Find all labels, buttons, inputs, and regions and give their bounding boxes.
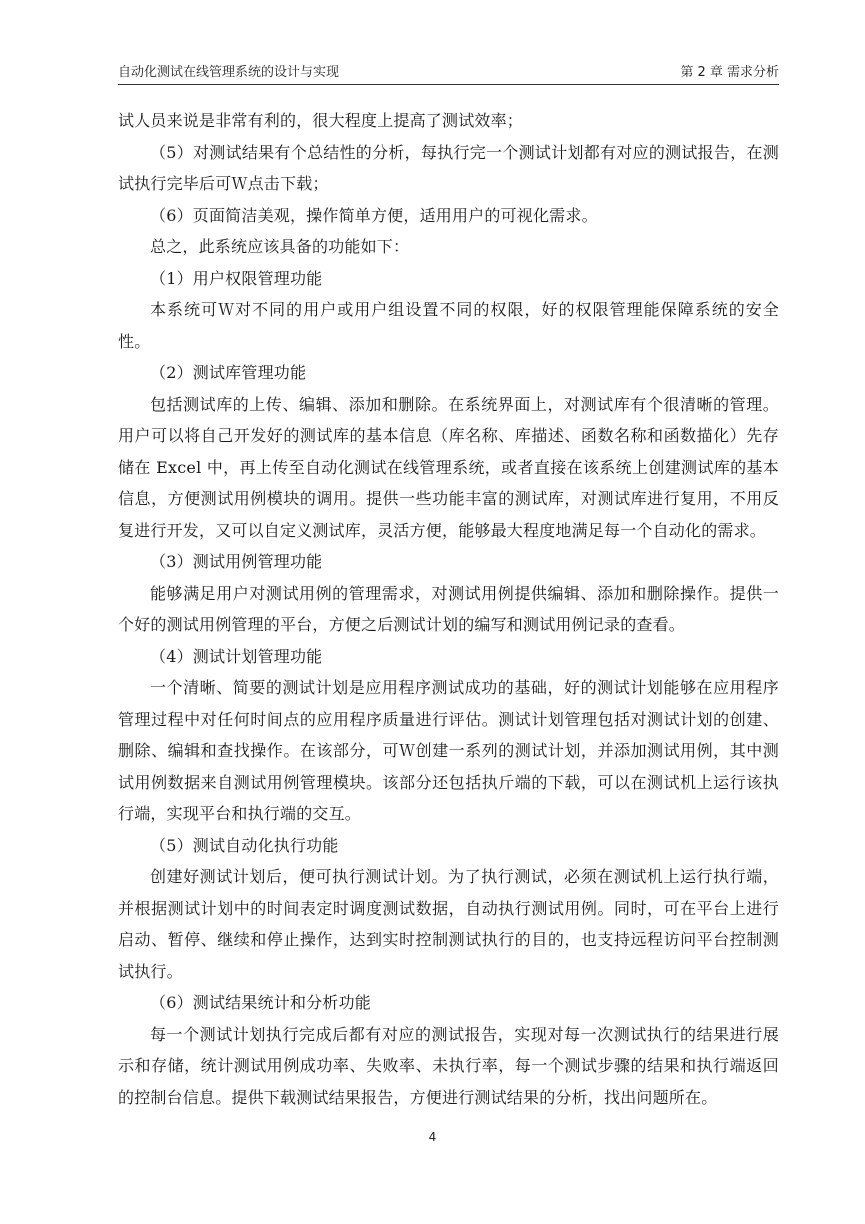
- paragraph-test-library: 包括测试库的上传、编辑、添加和删除。在系统界面上，对测试库有个很清晰的管理。用户可以将自己开发好的测试库的基本信息（库名称、库描述、函数名称和函数描化）先存储在 Excel 中，再上传至自动化测试在线管理系统，或者直接在该系统上创建测试库的基本信息，方便测试用例模块的调用。提供一些功能丰富的测试库，对测试库进行复用，不用反复进行开发，又可以自定义测试库，灵活方便，能够最大程度地满足每一个自动化的需求。: [118, 394, 779, 540]
- header-chapter-title: 第 2 章 需求分析: [680, 65, 779, 80]
- section-heading-auto-execution: （5）测试自动化执行功能: [150, 835, 339, 855]
- page-body: [118, 105, 779, 1113]
- paragraph-result-analysis: 每一个测试计划执行完成后都有对应的测试报告，实现对每一次测试执行的结果进行展示和存储，统计测试用例成功率、失败率、未执行率，每一个测试步骤的结果和执行端返回的控制台信息。提供下载测试结果报告，方便进行测试结果的分析，找出问题所在。: [118, 1024, 779, 1107]
- section-heading-result-analysis: （6）测试结果统计和分析功能: [150, 993, 371, 1012]
- paragraph-permission: 本系统可Ｗ对不同的用户或用户组设置不同的权限，好的权限管理能保障系统的安全性。: [118, 300, 779, 351]
- running-header: [118, 62, 779, 85]
- paragraph-continuation: 试人员来说是非常有利的，很大程度上提高了测试效率；: [118, 111, 524, 130]
- list-item-requirement-5: （5）对测试结果有个总结性的分析，每执行完一个测试计划都有对应的测试报告，在测试执行完毕后可Ｗ点击下载；: [118, 142, 779, 193]
- paragraph-summary: 总之，此系统应该具备的功能如下：: [150, 237, 410, 256]
- paragraph-test-plan: 一个清晰、简要的测试计划是应用程序测试成功的基础，好的测试计划能够在应用程序管理过程中对任何时间点的应用程序质量进行评估。测试计划管理包括对测试计划的创建、删除、编辑和查找操作。在该部分，可Ｗ创建一系列的测试计划，并添加测试用例，其中测试用例数据来自测试用例管理模块。该部分还包括执斤端的下载，可以在测试机上运行该执行端，实现平台和执行端的交互。: [118, 678, 779, 823]
- header-document-title: 自动化测试在线管理系统的设计与实现: [118, 65, 340, 80]
- section-heading-test-case: （3）测试用例管理功能: [150, 552, 323, 571]
- page-number: 4: [428, 1130, 437, 1144]
- list-item-requirement-6: （6）页面简洁美观，操作简单方便，适用用户的可视化需求。: [150, 205, 598, 225]
- section-heading-permission: （1）用户权限管理功能: [150, 268, 323, 288]
- section-heading-test-library: （2）测试库管理功能: [150, 363, 307, 382]
- section-heading-test-plan: （4）测试计划管理功能: [150, 646, 323, 666]
- paragraph-auto-execution: 创建好测试计划后，便可执行测试计划。为了执行测试，必须在测试机上运行执行端，并根据测试计划中的时间表定时调度测试数据，自动执行测试用例。同时，可在平台上进行启动、暂停、继续和停止操作，达到实时控制测试执行的目的，也支持远程访问平台控制测试执行。: [118, 867, 779, 981]
- paragraph-test-case: 能够满足用户对测试用例的管理需求，对测试用例提供编辑、添加和删除操作。提供一个好的测试用例管理的平台，方便之后测试计划的编写和测试用例记录的查看。: [118, 583, 779, 634]
